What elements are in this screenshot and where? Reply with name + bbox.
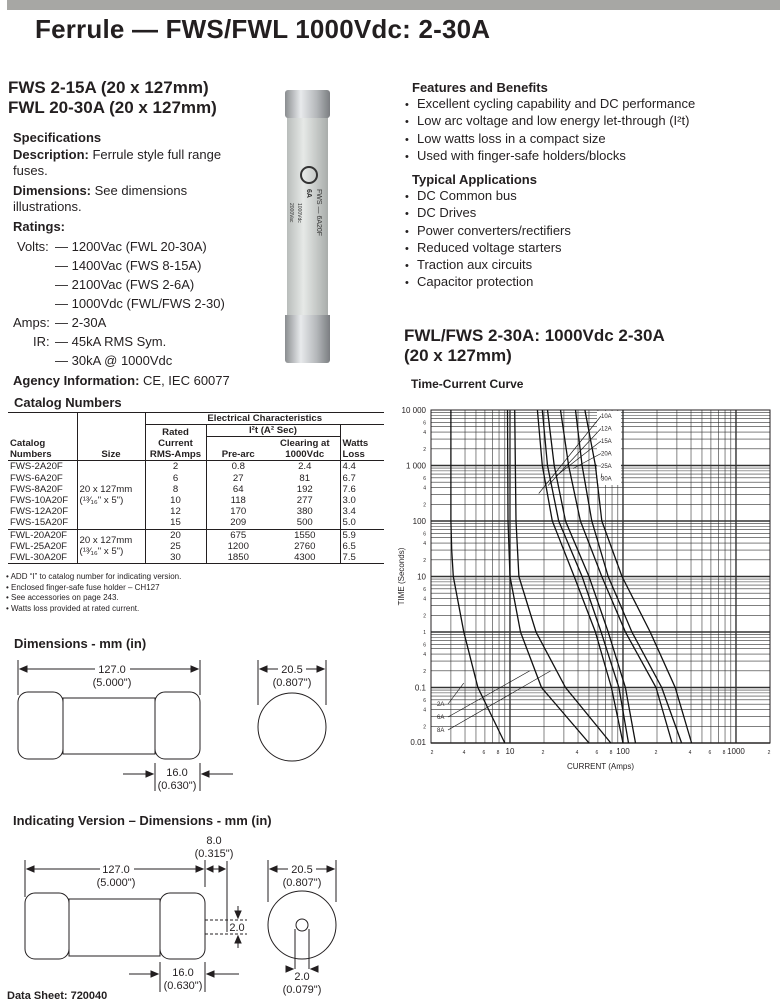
application-item: • Traction aux circuits bbox=[405, 257, 571, 274]
ir-value: — 30kA @ 1000Vdc bbox=[55, 353, 173, 368]
feature-item: • Used with finger-safe holders/blocks bbox=[405, 148, 695, 165]
fuse-marking: 1000Vdc bbox=[296, 203, 302, 223]
y-tick-label: 4 bbox=[423, 596, 426, 603]
chart-heading-line: FWL/FWS 2-30A: 1000Vdc 2-30A bbox=[404, 326, 665, 345]
chart-heading bbox=[404, 326, 665, 366]
size-mm: 20 x 127mm bbox=[79, 535, 133, 547]
pre-arc: 27 bbox=[232, 472, 244, 484]
clearing: 380 bbox=[270, 506, 340, 517]
y-tick-label: 6 bbox=[423, 697, 426, 704]
label-leader-line bbox=[573, 454, 601, 469]
diameter-label: 20.5 bbox=[281, 664, 303, 676]
catalog-number: FWS-2A20F bbox=[8, 461, 77, 473]
pre-arc: 64 bbox=[232, 483, 244, 495]
clearing: 2.4 bbox=[270, 461, 340, 473]
volts-value: — 1200Vac (FWL 20-30A) bbox=[55, 239, 207, 254]
note: • Watts loss provided at rated current. bbox=[6, 603, 140, 613]
pre-arc: 1850 bbox=[227, 552, 249, 564]
pin-length-label: 8.0 bbox=[206, 835, 222, 847]
rated-current: 30 bbox=[145, 552, 206, 564]
page-title: Ferrule — FWS/FWL 1000Vdc: 2-30A bbox=[35, 14, 491, 44]
fuse-marking: 6A bbox=[305, 189, 312, 198]
agency-info bbox=[13, 373, 230, 390]
watts-loss: 3.0 bbox=[342, 495, 356, 507]
curve-label: 6A bbox=[437, 715, 445, 721]
y-tick-label: 4 bbox=[423, 430, 426, 437]
x-tick-label: 8 bbox=[609, 750, 613, 756]
volts-label: Volts: bbox=[17, 239, 49, 254]
table-row bbox=[8, 473, 384, 484]
spec-description bbox=[13, 147, 253, 180]
y-tick-label: 1 000 bbox=[405, 461, 426, 471]
watts-loss: 7.6 bbox=[342, 483, 356, 495]
y-tick-label: 4 bbox=[423, 541, 426, 548]
chart-heading-line: (20 x 127mm) bbox=[404, 346, 512, 365]
ratings-title: Ratings: bbox=[13, 218, 65, 234]
y-tick-label: 2 bbox=[423, 613, 426, 620]
y-tick-label: 1 bbox=[423, 630, 426, 636]
y-axis-label: TIME (Seconds) bbox=[397, 547, 406, 606]
catalog-number: FWS-15A20F bbox=[8, 517, 77, 529]
cap-label: 16.0 bbox=[166, 767, 188, 779]
y-tick-label: 2 bbox=[423, 502, 426, 509]
header-catalog: Catalog Numbers bbox=[8, 437, 77, 461]
spec-dimensions bbox=[13, 183, 253, 216]
clearing: 2760 bbox=[270, 541, 340, 552]
features-list bbox=[405, 96, 695, 165]
pre-arc: 675 bbox=[230, 529, 247, 541]
x-tick-label: 2 bbox=[430, 750, 434, 756]
x-tick-label: 8 bbox=[722, 750, 726, 756]
header-clearing: Clearing at 1000Vdc bbox=[270, 437, 340, 461]
y-tick-label: 10 bbox=[417, 572, 426, 582]
note: • See accessories on page 243. bbox=[6, 593, 119, 602]
label-leader-line bbox=[448, 683, 464, 704]
fuse-marking: 2000Vac bbox=[288, 203, 294, 223]
watts-loss: 6.7 bbox=[342, 472, 356, 484]
heading-fwl: FWL 20-30A (20 x 127mm) bbox=[8, 98, 217, 117]
x-tick-label: 100 bbox=[616, 747, 630, 756]
header-prearc: Pre-arc bbox=[221, 449, 255, 461]
header-bar bbox=[7, 0, 780, 10]
size-cell bbox=[77, 461, 145, 529]
curve-label: 15A bbox=[601, 439, 612, 445]
size-in: (¹³⁄₁₆" x 5") bbox=[79, 546, 124, 558]
indicating-title: Indicating Version – Dimensions - mm (in) bbox=[13, 813, 272, 828]
x-tick-label: 2 bbox=[654, 750, 658, 756]
value: Ferrule style full range fuses. bbox=[13, 146, 222, 178]
size-cell bbox=[77, 529, 145, 564]
value: See dimensions illustrations. bbox=[13, 182, 188, 214]
y-tick-label: 100 bbox=[412, 517, 426, 526]
ir-label: IR: bbox=[33, 334, 50, 349]
x-tick-label: 1000 bbox=[727, 747, 745, 756]
fuse-photo bbox=[280, 85, 335, 370]
y-tick-label: 6 bbox=[423, 642, 426, 649]
pre-arc: 118 bbox=[230, 495, 246, 507]
x-tick-label: 2 bbox=[767, 750, 771, 756]
table-row bbox=[8, 529, 384, 541]
pre-arc: 170 bbox=[230, 506, 247, 518]
curve-label: 20A bbox=[601, 451, 612, 458]
heading-fws: FWS 2-15A (20 x 127mm) bbox=[8, 78, 209, 97]
size-mm: 20 x 127mm bbox=[79, 483, 133, 495]
x-tick-label: 6 bbox=[595, 750, 599, 756]
table-row bbox=[8, 484, 384, 495]
rated-current: 12 bbox=[145, 506, 206, 517]
rated-current: 10 bbox=[145, 495, 206, 506]
diameter-label-in: (0.807") bbox=[272, 677, 312, 689]
length-label-in: (5.000") bbox=[96, 877, 136, 889]
features-title: Features and Benefits bbox=[412, 80, 548, 95]
label-leader-line bbox=[539, 416, 601, 494]
y-tick-label: 0.1 bbox=[414, 683, 426, 693]
x-tick-label: 6 bbox=[482, 750, 486, 756]
application-item: • DC Common bus bbox=[405, 188, 571, 205]
header-electrical: Electrical Characteristics bbox=[145, 413, 384, 425]
cap-label-in: (0.630") bbox=[157, 780, 197, 792]
rated-current: 15 bbox=[145, 517, 206, 529]
indicating-drawing bbox=[0, 832, 390, 997]
catalog-number: FWS-8A20F bbox=[8, 484, 77, 495]
table-row bbox=[8, 495, 384, 506]
application-item: • Power converters/rectifiers bbox=[405, 223, 571, 240]
legend-box bbox=[597, 411, 621, 485]
y-tick-label: 0.01 bbox=[410, 738, 426, 747]
feature-item: • Low watts loss in a compact size bbox=[405, 131, 695, 148]
watts-loss: 6.5 bbox=[342, 540, 356, 552]
catalog-number: FWL-25A20F bbox=[8, 541, 77, 552]
y-tick-label: 2 bbox=[423, 557, 426, 564]
y-tick-label: 2 bbox=[423, 668, 426, 675]
curve-label: 30A bbox=[601, 476, 612, 483]
table-row bbox=[8, 461, 384, 473]
length-label-in: (5.000") bbox=[92, 677, 132, 689]
watts-loss: 4.4 bbox=[342, 461, 356, 473]
x-axis-label: CURRENT (Amps) bbox=[567, 762, 634, 771]
pin-diameter-label: 2.0 bbox=[229, 922, 245, 934]
y-tick-label: 6 bbox=[423, 531, 426, 538]
data-sheet-number: Data Sheet: 720040 bbox=[7, 990, 108, 1002]
applications-list bbox=[405, 188, 571, 292]
volts-value: — 2100Vac (FWS 2-6A) bbox=[55, 277, 195, 292]
table-row bbox=[8, 541, 384, 552]
catalog-number: FWS-12A20F bbox=[8, 506, 77, 517]
watts-loss: 5.9 bbox=[342, 529, 356, 541]
curve-label: 12A bbox=[601, 426, 612, 433]
watts-loss: 7.5 bbox=[342, 552, 356, 564]
time-current-chart bbox=[395, 400, 780, 775]
clearing: 81 bbox=[270, 473, 340, 484]
application-item: • Reduced voltage starters bbox=[405, 240, 571, 257]
y-tick-label: 10 000 bbox=[401, 406, 426, 415]
clearing: 192 bbox=[270, 484, 340, 495]
y-tick-label: 4 bbox=[423, 485, 426, 492]
header-size: Size bbox=[77, 437, 145, 461]
y-tick-label: 2 bbox=[423, 446, 426, 453]
x-tick-label: 4 bbox=[575, 750, 579, 756]
y-tick-label: 2 bbox=[423, 724, 426, 731]
feature-item: • Low arc voltage and low energy let-through (I²t) bbox=[405, 113, 695, 130]
rated-current: 8 bbox=[145, 484, 206, 495]
clearing: 1550 bbox=[270, 529, 340, 541]
ir-value: — 45kA RMS Sym. bbox=[55, 334, 167, 349]
rated-current: 20 bbox=[145, 529, 206, 541]
dimensions-drawing bbox=[0, 655, 390, 795]
x-tick-label: 10 bbox=[505, 747, 515, 756]
amps-value: — 2-30A bbox=[55, 315, 107, 330]
y-tick-label: 4 bbox=[423, 652, 426, 659]
clearing: 277 bbox=[270, 495, 340, 506]
catalog-number: FWL-20A20F bbox=[8, 529, 77, 541]
curve-label: 8A bbox=[437, 728, 445, 734]
catalog-title: Catalog Numbers bbox=[14, 395, 122, 410]
value: CE, IEC 60077 bbox=[139, 373, 230, 388]
amps-label: Amps: bbox=[13, 315, 50, 330]
rated-current: 25 bbox=[145, 541, 206, 552]
cap-label: 16.0 bbox=[172, 967, 194, 979]
pre-arc: 1200 bbox=[227, 540, 249, 552]
diameter-label-in: (0.807") bbox=[282, 877, 322, 889]
feature-item: • Excellent cycling capability and DC performance bbox=[405, 96, 695, 113]
application-item: • DC Drives bbox=[405, 205, 571, 222]
length-label: 127.0 bbox=[102, 864, 130, 876]
header-i2t: I²t (A² Sec) bbox=[206, 425, 340, 437]
diameter-label: 20.5 bbox=[291, 864, 313, 876]
x-tick-label: 2 bbox=[541, 750, 545, 756]
note: • ADD “I” to catalog number for indicating version. bbox=[6, 572, 182, 581]
cap-label-in: (0.630") bbox=[163, 980, 203, 992]
volts-value: — 1400Vac (FWS 8-15A) bbox=[55, 258, 202, 273]
curve-label: 25A bbox=[601, 464, 612, 470]
header-rated: Rated Current RMS-Amps bbox=[145, 425, 206, 461]
specifications bbox=[13, 130, 253, 235]
clearing: 500 bbox=[270, 517, 340, 529]
curve-label: 2A bbox=[437, 702, 445, 708]
curve-label: 10A bbox=[601, 414, 612, 420]
hole-label-in: (0.079") bbox=[282, 984, 322, 996]
x-tick-label: 8 bbox=[496, 750, 500, 756]
size-in: (¹³⁄₁₆" x 5") bbox=[79, 495, 124, 507]
fuse-marking: FWS — 6A20F bbox=[315, 189, 322, 237]
x-tick-label: 4 bbox=[688, 750, 692, 756]
dimensions-title: Dimensions - mm (in) bbox=[14, 636, 147, 651]
catalog-notes bbox=[6, 572, 181, 614]
catalog-number: FWL-30A20F bbox=[8, 552, 77, 564]
watts-loss: 3.4 bbox=[342, 506, 356, 518]
x-tick-label: 4 bbox=[462, 750, 466, 756]
volts-value: — 1000Vdc (FWL/FWS 2-30) bbox=[55, 296, 225, 311]
spec-title: Specifications bbox=[13, 130, 102, 145]
note: • Enclosed finger-safe fuse holder – CH127 bbox=[6, 582, 160, 592]
pre-arc: 209 bbox=[230, 517, 247, 529]
x-tick-label: 6 bbox=[708, 750, 712, 756]
y-tick-label: 4 bbox=[423, 707, 426, 714]
application-item: • Capacitor protection bbox=[405, 274, 571, 291]
rated-current: 2 bbox=[145, 461, 206, 473]
pin-length-label-in: (0.315") bbox=[194, 848, 234, 860]
rated-current: 6 bbox=[145, 473, 206, 484]
catalog-table bbox=[8, 412, 384, 564]
label: Dimensions: bbox=[13, 182, 92, 198]
label: Description: bbox=[13, 146, 89, 162]
watts-loss: 5.0 bbox=[342, 517, 356, 529]
table-row bbox=[8, 517, 384, 529]
catalog-number: FWS-10A20F bbox=[8, 495, 77, 506]
hole-label: 2.0 bbox=[294, 971, 310, 983]
header-watts: Watts Loss bbox=[342, 438, 369, 461]
y-tick-label: 6 bbox=[423, 420, 426, 427]
chart-title: Time-Current Curve bbox=[411, 377, 524, 391]
y-tick-label: 6 bbox=[423, 475, 426, 482]
table-row bbox=[8, 506, 384, 517]
ratings bbox=[13, 237, 225, 370]
label: Agency Information: bbox=[13, 373, 140, 388]
applications-title: Typical Applications bbox=[412, 172, 537, 187]
label-leader-line bbox=[448, 671, 551, 730]
table-row bbox=[8, 552, 384, 564]
catalog-number: FWS-6A20F bbox=[8, 473, 77, 484]
pre-arc: 0.8 bbox=[231, 461, 245, 473]
length-label: 127.0 bbox=[98, 664, 126, 676]
product-headings bbox=[8, 78, 278, 118]
clearing: 4300 bbox=[270, 552, 340, 564]
y-tick-label: 6 bbox=[423, 586, 426, 593]
